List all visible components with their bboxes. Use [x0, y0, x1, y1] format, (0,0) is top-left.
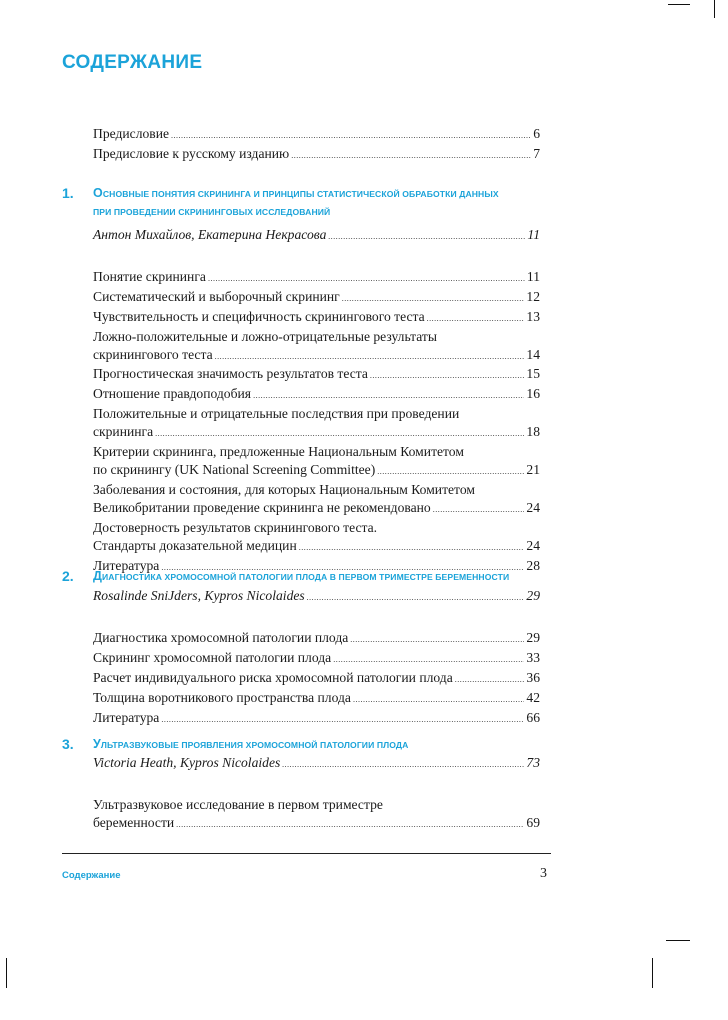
toc-entry[interactable]: Стандарты доказательной медицин ..... 24 — [93, 537, 540, 557]
toc-entry-line[interactable]: Ультразвуковое исследование в первом триместре — [93, 796, 383, 812]
toc-entry[interactable]: беременности ..... 69 — [93, 814, 540, 834]
toc-entry-preface-russian[interactable]: Предисловие к русскому изданию ..... 7 — [93, 145, 540, 165]
toc-entry-line[interactable]: Ложно-положительные и ложно-отрицательные результаты — [93, 328, 437, 344]
toc-entry[interactable]: Толщина воротникового пространства плода ..... 42 — [93, 689, 540, 709]
crop-mark-right-mid — [666, 940, 690, 941]
toc-entry-line[interactable]: Положительные и отрицательные последствия при проведении — [93, 406, 460, 422]
toc-entry[interactable]: Систематический и выборочный скрининг ..... 12 — [93, 288, 540, 308]
toc-entry[interactable]: Диагностика хромосомной патологии плода ..... 29 — [93, 629, 540, 649]
chapter-3-authors: Victoria Heath, Kypros Nicolaides ..... 73 — [93, 754, 540, 774]
chapter-3-entries — [93, 754, 540, 834]
toc-entry[interactable]: Великобритании проведение скрининга не рекомендовано ..... 24 — [93, 499, 540, 519]
chapter-1-number: 1. — [62, 185, 74, 201]
chapter-2-heading[interactable]: ДИАГНОСТИКА ХРОМОСОМНОЙ ПАТОЛОГИИ ПЛОДА В ПЕРВОМ ТРИМЕСТРЕ БЕРЕМЕННОСТИ — [93, 569, 510, 583]
toc-entry-line[interactable]: Достоверность результатов скринингового теста. — [93, 519, 378, 535]
toc-entry[interactable]: Литература ..... 66 — [93, 709, 540, 729]
crop-mark-bottom-left — [6, 958, 7, 988]
crop-mark-top-right-vertical — [714, 0, 715, 18]
toc-entry-line[interactable]: Критерии скрининга, предложенные Национальным Комитетом — [93, 444, 464, 460]
chapter-3-heading[interactable]: УЛЬТРАЗВУКОВЫЕ ПРОЯВЛЕНИЯ ХРОМОСОМНОЙ ПАТОЛОГИИ ПЛОДА — [93, 737, 409, 751]
footer-section-label: Содержание — [62, 870, 121, 881]
toc-entry[interactable]: Чувствительность и специфичность скринингового теста ..... 13 — [93, 308, 540, 328]
chapter-2-number: 2. — [62, 568, 74, 584]
chapter-1-heading[interactable]: ОСНОВНЫЕ ПОНЯТИЯ СКРИНИНГА И ПРИНЦИПЫ СТАТИСТИЧЕСКОЙ ОБРАБОТКИ ДАННЫХ ПРИ ПРОВЕДЕНИИ СКРИНИНГОВЫХ ИССЛЕДОВАНИЙ — [93, 186, 499, 217]
toc-entry[interactable]: скринингового теста ..... 14 — [93, 346, 540, 366]
toc-entry[interactable]: Понятие скрининга ..... 11 — [93, 268, 540, 288]
toc-entry[interactable]: по скринингу (UK National Screening Committee) ..... 21 — [93, 461, 540, 481]
toc-entry[interactable]: Отношение правдоподобия ..... 16 — [93, 385, 540, 405]
chapter-3-number: 3. — [62, 736, 74, 752]
toc-entry-preface[interactable]: Предисловие ..... 6 — [93, 125, 540, 145]
crop-mark-bottom-right — [652, 958, 653, 988]
page-title: СОДЕРЖАНИЕ — [62, 52, 203, 73]
toc-entry[interactable]: скрининга ..... 18 — [93, 423, 540, 443]
toc-entry[interactable]: Прогностическая значимость результатов теста ..... 15 — [93, 365, 540, 385]
toc-entry[interactable]: Литература ..... 28 — [93, 557, 540, 577]
front-matter — [93, 125, 540, 165]
chapter-2-authors: Rosalinde SniJders, Kypros Nicolaides ..... 29 — [93, 587, 540, 607]
page-number: 3 — [540, 866, 547, 881]
toc-entry-line[interactable]: Заболевания и состояния, для которых Национальным Комитетом — [93, 481, 475, 497]
chapter-1-authors: Антон Михайлов, Екатерина Некрасова ..... 11 — [93, 226, 540, 246]
toc-entry[interactable]: Расчет индивидуального риска хромосомной патологии плода ..... 36 — [93, 669, 540, 689]
footer-divider — [62, 853, 551, 854]
toc-entry[interactable]: Скрининг хромосомной патологии плода ..... 33 — [93, 649, 540, 669]
chapter-2-entries — [93, 587, 540, 728]
chapter-1-entries — [93, 226, 540, 576]
crop-mark-top-right — [668, 4, 690, 5]
